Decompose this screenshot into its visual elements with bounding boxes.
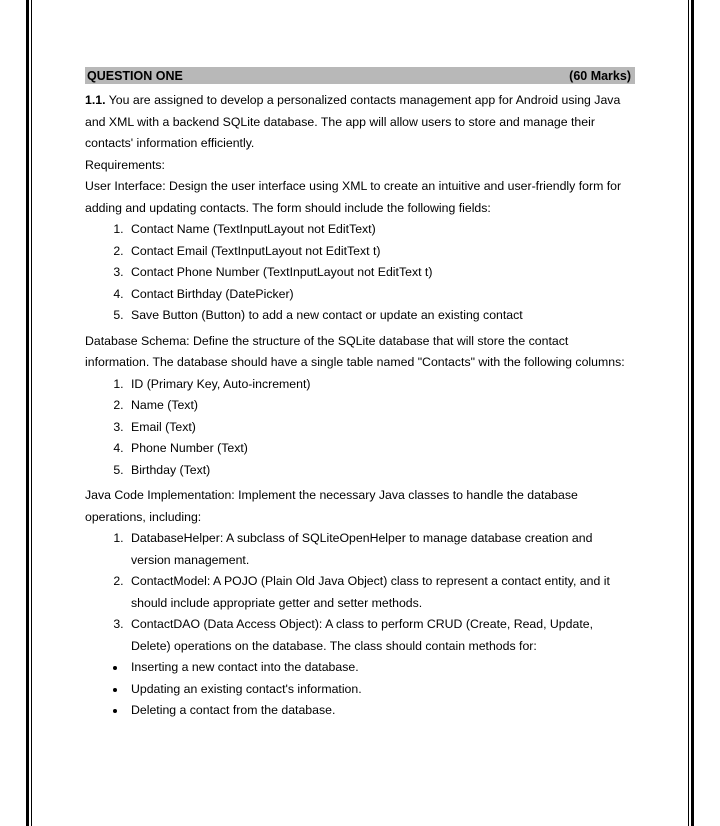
list-item: 2. ContactModel: A POJO (Plain Old Java Object) class to represent a contact entity, and it should include appropriate getter and setter methods. bbox=[127, 571, 635, 614]
question-heading bbox=[85, 67, 635, 84]
list-item: 5. Birthday (Text) bbox=[127, 460, 635, 482]
ui-fields-list bbox=[85, 219, 635, 327]
intro-paragraph bbox=[85, 90, 635, 155]
question-marks: (60 Marks) bbox=[569, 68, 631, 83]
left-page-border-thin bbox=[31, 0, 32, 826]
list-item: 5. Save Button (Button) to add a new contact or update an existing contact bbox=[127, 305, 635, 327]
db-columns-list bbox=[85, 374, 635, 482]
java-classes-list bbox=[85, 528, 635, 657]
list-item: • Deleting a contact from the database. bbox=[127, 700, 635, 722]
list-item: 3. Email (Text) bbox=[127, 417, 635, 439]
requirements-label: Requirements: bbox=[85, 157, 165, 172]
list-item: • Updating an existing contact's information. bbox=[127, 679, 635, 701]
list-item: 2. Contact Email (TextInputLayout not EditText t) bbox=[127, 241, 635, 263]
right-page-border-thick bbox=[691, 0, 694, 826]
db-section-text: Database Schema: Define the structure of the SQLite database that will store the contact information. The database should have a single table named "Contacts" with the following columns: bbox=[85, 333, 625, 369]
intro-text: You are assigned to develop a personalized contacts management app for Android using Java and XML with a backend SQLite database. The app will allow users to store and manage their contacts' information efficiently. bbox=[85, 93, 621, 150]
question-number: 1.1. bbox=[85, 93, 106, 107]
question-title: QUESTION ONE bbox=[87, 68, 183, 83]
ui-section-text: User Interface: Design the user interface using XML to create an intuitive and user-friendly form for adding and updating contacts. The form should include the following fields: bbox=[85, 179, 622, 215]
list-item: 4. Contact Birthday (DatePicker) bbox=[127, 284, 635, 306]
list-item: • Inserting a new contact into the database. bbox=[127, 657, 635, 679]
list-item: 1. DatabaseHelper: A subclass of SQLiteOpenHelper to manage database creation and version management. bbox=[127, 528, 635, 571]
list-item: 1. ID (Primary Key, Auto-increment) bbox=[127, 374, 635, 396]
left-page-border-thick bbox=[26, 0, 29, 826]
list-item: 2. Name (Text) bbox=[127, 395, 635, 417]
dao-methods-list bbox=[85, 657, 635, 722]
list-item: 1. Contact Name (TextInputLayout not EditText) bbox=[127, 219, 635, 241]
document-body bbox=[85, 67, 635, 722]
list-item: 4. Phone Number (Text) bbox=[127, 438, 635, 460]
list-item: 3. Contact Phone Number (TextInputLayout not EditText t) bbox=[127, 262, 635, 284]
list-item: 3. ContactDAO (Data Access Object): A class to perform CRUD (Create, Read, Update, Delete) operations on the database. The class should contain methods for: bbox=[127, 614, 635, 657]
java-section-text: Java Code Implementation: Implement the necessary Java classes to handle the database operations, including: bbox=[85, 488, 578, 524]
right-page-border-thin bbox=[688, 0, 689, 826]
